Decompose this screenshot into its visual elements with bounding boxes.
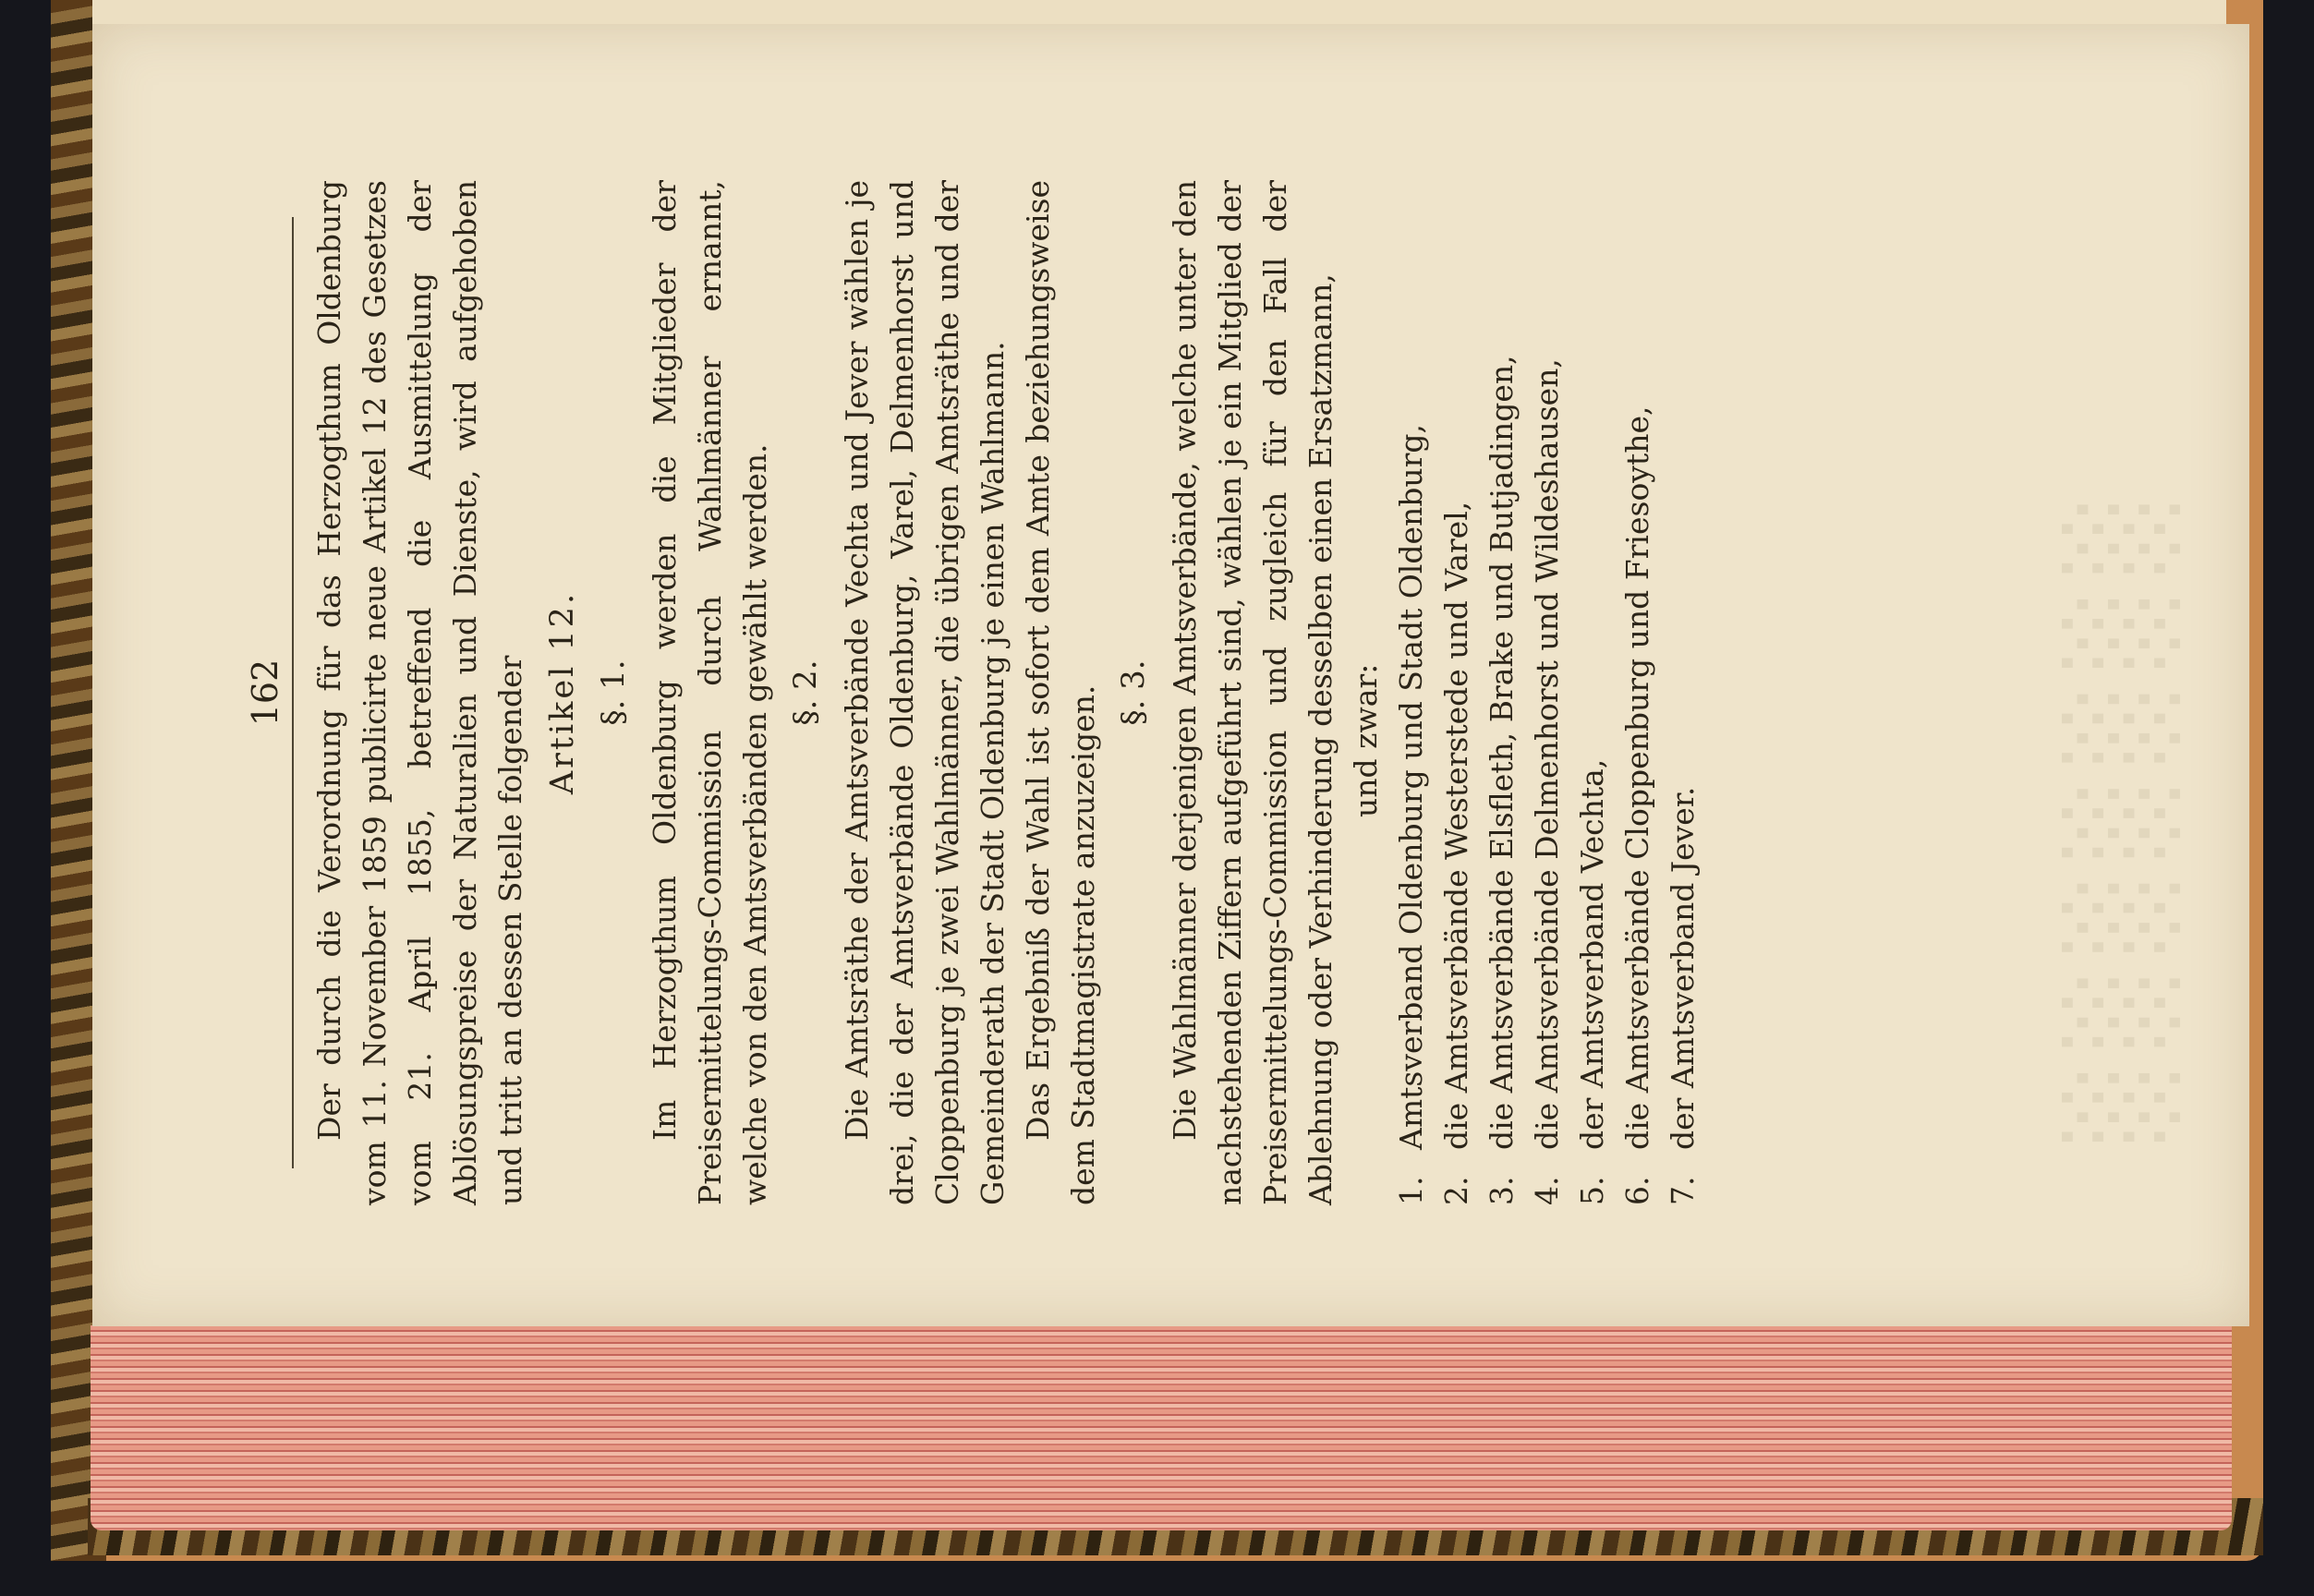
page-number: 162 [245, 659, 285, 727]
list-item: 2. die Amtsverbände Westerstede und Varel, [1438, 501, 1474, 1205]
list-item: 7. der Amtsverband Jever. [1665, 786, 1701, 1205]
list-item: 1. Amtsverband Oldenburg und Stadt Oldenburg, [1393, 423, 1429, 1205]
list-item: 5. der Amtsverband Vechta, [1574, 758, 1610, 1205]
list-item: 4. die Amtsverbände Delmenhorst und Wildeshausen, [1529, 358, 1565, 1205]
show-through-text: ░░░░░░░ [2061, 478, 2180, 1142]
section-1-text: Im Herzogthum Oldenburg werden die Mitglieder der Preisermittelungs-Commission durch Wahlmänner ernannt, welche von den Amtsverbänden gewählt werden. [647, 180, 773, 1205]
list-item: 3. die Amtsverbände Elsfleth, Brake und Butjadingen, [1484, 355, 1520, 1205]
rotated-page-content [240, 180, 1701, 1205]
section-3-mark: §. 3. [1115, 659, 1152, 726]
und-zwar: und zwar: [1348, 663, 1384, 817]
amtsverband-list [1388, 180, 1705, 1205]
section-3-text: Die Wahlmänner derjenigen Amtsverbände, welche unter den nachstehenden Ziffern aufgeführt sind, wählen je ein Mitglied der Preisermittelungs-Commission und zugleich für den Fall der Ablehnung oder Verhinderung desselben einen Ersatzmann, [1167, 180, 1339, 1205]
section-2-text-2: Das Ergebniß der Wahl ist sofort dem Amte beziehungsweise dem Stadtmagistrate anzuzeigen. [1020, 180, 1101, 1205]
page-header [240, 217, 294, 1168]
article-heading: Artikel 12. [544, 590, 581, 795]
list-item: 6. die Amtsverbände Cloppenburg und Friesoythe, [1619, 405, 1655, 1205]
section-2-text: Die Amtsräthe der Amtsverbände Vechta und Jever wählen je drei, die der Amtsverbände Oldenburg, Varel, Delmenhorst und Cloppenburg je zwei Wahlmänner, die übrigen Amtsräthe und der Gemeinderath der Stadt Oldenburg je einen Wahlmann. [839, 180, 1011, 1205]
intro-paragraph: Der durch die Verordnung für das Herzogthum Oldenburg vom 11. November 1859 publicirte neue Artikel 12 des Gesetzes vom 21. April 1855, betreffend die Ausmittelung der Ablösungspreise der Naturalien und Dienste, wird aufgehoben und tritt an dessen Stelle folgender [311, 180, 528, 1205]
section-2-mark: §. 2. [787, 659, 824, 726]
section-1-mark: §. 1. [595, 659, 632, 726]
page-text-block [240, 180, 1701, 1205]
page-fore-edge [91, 1325, 2232, 1530]
facing-page-edge [92, 0, 2226, 26]
